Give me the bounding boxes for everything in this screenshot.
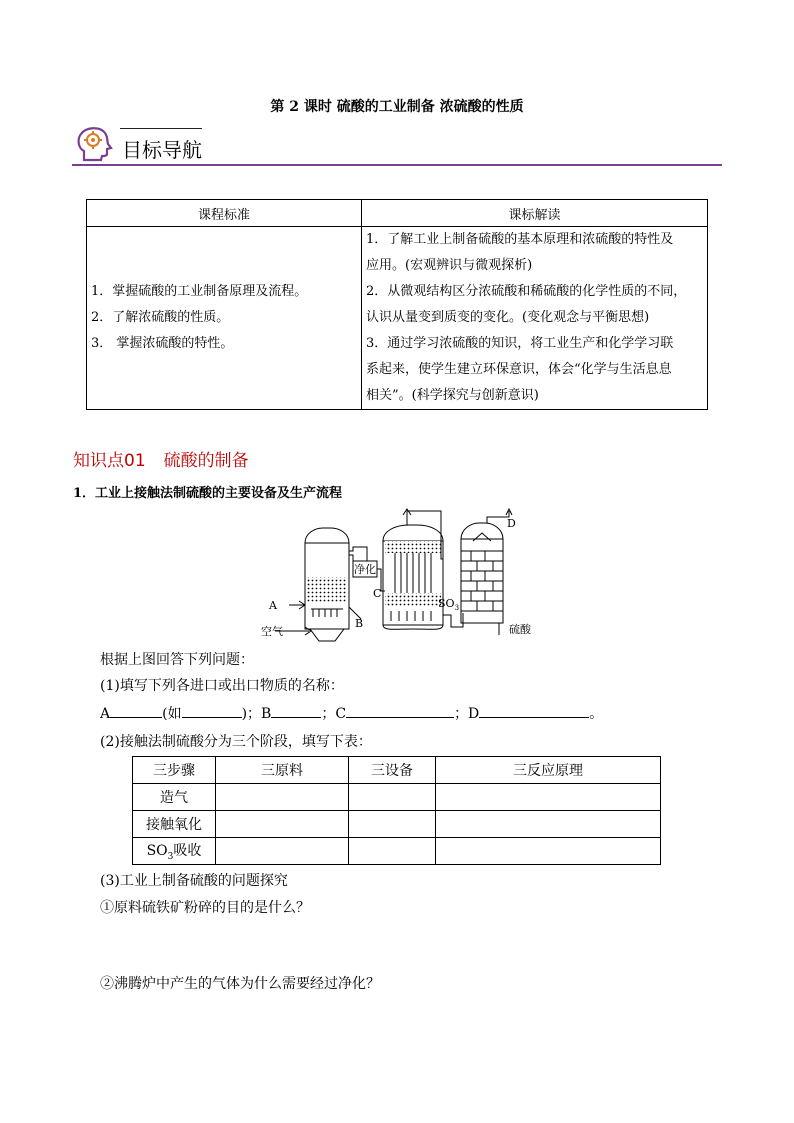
subquestion-3: (3)工业上制备硫酸的问题探究 [100,873,288,889]
answer-cell[interactable] [349,838,436,865]
blank-c[interactable] [346,703,454,718]
curriculum-standards-table [86,199,708,410]
answer-cell[interactable] [216,811,349,838]
col-header-steps: 三步骤 [133,757,216,784]
col-header-equipment: 三设备 [349,757,436,784]
subquestion-1: (1)填写下列各进口或出口物质的名称： [100,678,344,694]
knowledge-point-heading [73,446,249,471]
knowledge-point-number: 知识点01 [73,451,146,471]
answer-cell[interactable] [349,784,436,811]
blank-a-example[interactable] [182,703,242,718]
subquestion-2: (2)接触法制硫酸分为三个阶段，填写下表： [100,734,372,750]
table-header-standard: 课程标准 [87,200,362,227]
question-pyrite-grinding: ①原料硫铁矿粉碎的目的是什么？ [100,900,310,916]
label-c: C [373,587,382,600]
interpretation-line: 应用。(宏观辨识与微观探析) [366,258,533,273]
interpretation-line: 2．从微观结构区分浓硫酸和稀硫酸的化学性质的不同， [366,284,687,299]
standards-cell [87,227,362,410]
interpretation-line: 系起来，使学生建立环保意识，体会“化学与生活息息 [366,362,672,377]
blank-d[interactable] [479,703,589,718]
label-so3: $SO_3$ [438,597,460,612]
answer-cell[interactable] [216,838,349,865]
page-title: 第 2 课时 硫酸的工业制备 浓硫酸的性质 [270,99,524,115]
interpretation-cell [362,227,708,410]
label-b: B [355,617,364,630]
spray-head [473,533,491,541]
banner-rule [72,164,722,166]
interpretation-line: 3．通过学习浓硫酸的知识，将工业生产和化学学习联 [366,336,674,351]
banner-top-rule [120,128,202,129]
question-prompt: 根据上图回答下列问题： [100,652,254,668]
three-stages-table [132,756,661,865]
question-gas-purification: ②沸腾炉中产生的气体为什么需要经过净化？ [100,976,380,992]
question-1-heading: 1．工业上接触法制硫酸的主要设备及生产流程 [73,486,343,501]
answer-cell[interactable] [436,838,661,865]
label-sulfuric-acid: 硫酸 [509,623,531,636]
contact-process-diagram [255,503,545,643]
answer-cell[interactable] [216,784,349,811]
row-label-gas-making: 造气 [133,784,216,811]
interpretation-line: 1．了解工业上制备硫酸的基本原理和浓硫酸的特性及 [366,232,674,247]
col-header-principle: 三反应原理 [436,757,661,784]
furnace-grate [311,609,343,617]
blank-b[interactable] [271,703,321,718]
standard-item: 3． 掌握浓硫酸的特性。 [91,336,234,351]
answer-cell[interactable] [436,784,661,811]
blank-a[interactable] [110,703,162,718]
furnace-packing [307,577,347,603]
so3-pipe [443,613,463,627]
tower-packing-bricks [461,551,503,611]
col-header-materials: 三原料 [216,757,349,784]
head-gear-icon [74,124,114,164]
interpretation-line: 认识从量变到质变的变化。(变化观念与平衡思想) [366,310,650,325]
absorption-tower [461,523,503,635]
banner-heading: 目标导航 [122,138,202,162]
row-label-contact-oxidation: 接触氧化 [133,811,216,838]
label-purification: 净化 [354,563,376,576]
answer-cell[interactable] [349,811,436,838]
label-d: D [507,517,516,530]
label-a: A [269,599,277,612]
row-label-so3-absorption: $SO_3$吸收 [133,838,216,865]
standard-item: 1．掌握硫酸的工业制备原理及流程。 [91,284,308,299]
standard-item: 2．了解浓硫酸的性质。 [91,310,230,325]
interpretation-line: 相关”。(科学探究与创新意识) [366,388,539,403]
blanks-line: A (如 )；B ；C ；D 。 [100,703,603,723]
label-air: 空气 [261,625,283,638]
answer-cell[interactable] [436,811,661,838]
knowledge-point-name: 硫酸的制备 [163,451,249,471]
outlet-d-pipe [487,511,509,523]
heat-exchanger-tubes [391,553,431,621]
section-banner [72,124,722,166]
table-header-interpretation: 课标解读 [362,200,708,227]
